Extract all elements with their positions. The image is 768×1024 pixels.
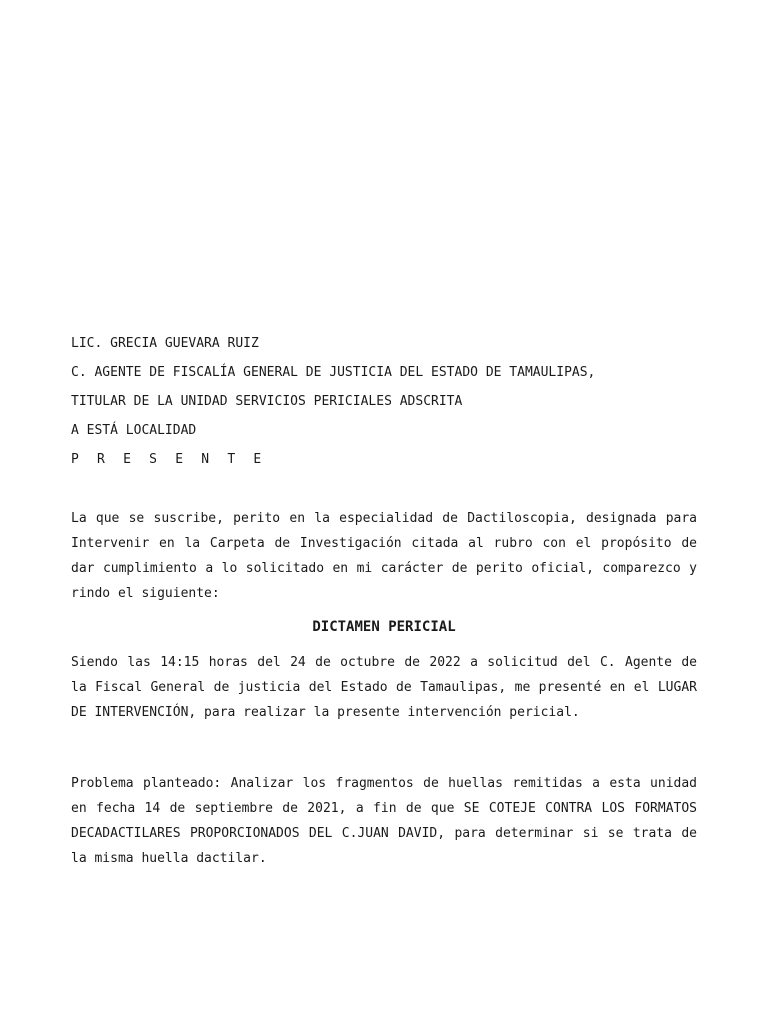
addressee-presente: P R E S E N T E (71, 452, 267, 467)
document-title: DICTAMEN PERICIAL (312, 619, 456, 635)
addressee-name: LIC. GRECIA GUEVARA RUIZ (71, 336, 259, 351)
addressee-unit: TITULAR DE LA UNIDAD SERVICIOS PERICIALES ADSCRITA (71, 394, 463, 409)
intro-paragraph: La que se suscribe, perito en la especialidad de Dactiloscopia, designada para Intervenir en la Carpeta de Investigación citada al rubro con el propósito de dar cumplimiento a lo solicitado en mi carácter de perito oficial, comparezco y rindo el siguiente: (71, 511, 697, 601)
addressee-locality: A ESTÁ LOCALIDAD (71, 423, 197, 438)
problem-paragraph: Problema planteado: Analizar los fragmentos de huellas remitidas a esta unidad en fecha 14 de septiembre de 2021, a fin de que SE COTEJE CONTRA LOS FORMATOS DECADACTILARES PROPORCIONADOS DEL C.JUAN DAVID, para determinar si se trata de la misma huella dactilar. (71, 776, 697, 866)
addressee-block (71, 336, 711, 481)
intervention-paragraph: Siendo las 14:15 horas del 24 de octubre de 2022 a solicitud del C. Agente de la Fiscal General de justicia del Estado de Tamaulipas, me presenté en el LUGAR DE INTERVENCIÓN, para realizar la presente intervención pericial. (71, 655, 697, 720)
addressee-position: C. AGENTE DE FISCALÍA GENERAL DE JUSTICIA DEL ESTADO DE TAMAULIPAS, (71, 365, 596, 380)
